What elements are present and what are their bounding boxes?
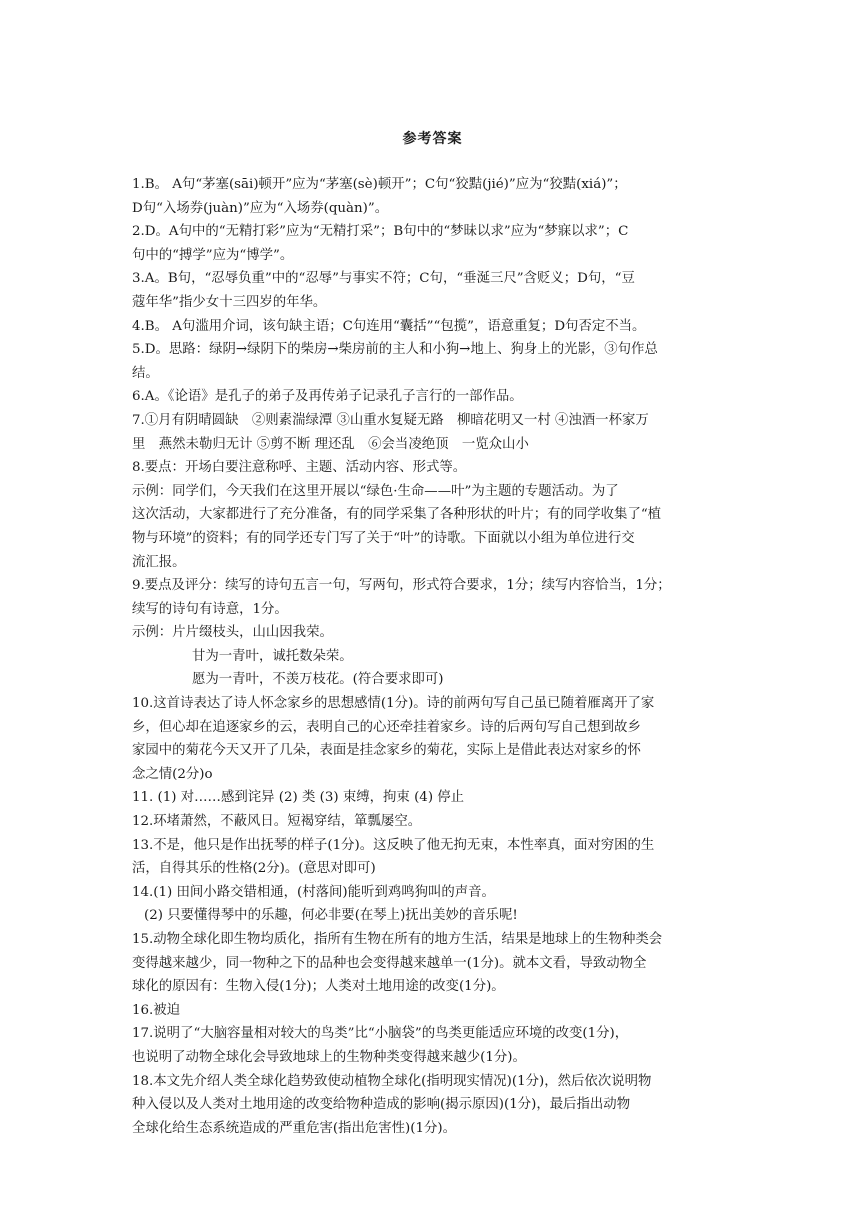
answer-line: 5.D。思路：绿阴→绿阴下的柴房→柴房前的主人和小狗→地上、狗身上的光影，③句作总: [132, 342, 658, 358]
answer-line: 17.说明了“大脑容量相对较大的鸟类”比“小脑袋”的鸟类更能适应环境的改变(1分)，: [132, 1026, 629, 1042]
answer-line: 念之情(2分)o: [132, 766, 213, 782]
answer-2: [132, 220, 738, 267]
answer-line: 流汇报。: [132, 554, 186, 570]
answer-line: 愿为一青叶，不羡万枝花。(符合要求即可): [192, 672, 444, 688]
answer-line: 物与环境”的资料；有的同学还专门写了关于“叶”的诗歌。下面就以小组为单位进行交: [132, 530, 635, 546]
answer-16: [132, 999, 738, 1023]
answer-line: 3.A。B句，“忍辱负重”中的“忍辱”与事实不符；C句，“垂涎三尺”含贬义；D句，“豆: [132, 271, 635, 287]
answer-line: 家园中的菊花今天又开了几朵，表面是挂念家乡的菊花，实际上是借此表达对家乡的怀: [132, 743, 641, 759]
answer-12: [132, 810, 738, 834]
answer-line: 全球化给生态系统造成的严重危害(指出危害性)(1分)。: [132, 1120, 457, 1136]
answer-line: 乡，但心却在追逐家乡的云，表明自己的心还牵挂着家乡。诗的后两句写自己想到故乡: [132, 719, 641, 735]
answer-line: 也说明了动物全球化会导致地球上的生物种类变得越来越少(1分)。: [132, 1049, 526, 1065]
answer-line: 18.本文先介绍人类全球化趋势致使动植物全球化(指明现实情况)(1分)，然后依次说明物: [132, 1073, 652, 1089]
answer-15: [132, 928, 738, 999]
answer-line: 2.D。A句中的“无精打彩”应为“无精打采”；B句中的“梦昧以求”应为“梦寐以求”；C: [132, 224, 629, 240]
answer-line: 活，自得其乐的性格(2分)。(意思对即可): [132, 861, 376, 877]
answer-line: 球化的原因有：生物入侵(1分)；人类对土地用途的改变(1分)。: [132, 979, 505, 995]
answer-7: [132, 409, 738, 456]
answer-line: 16.被迫: [132, 1002, 181, 1018]
answer-line: 10.这首诗表达了诗人怀念家乡的思想感情(1分)。诗的前两句写自己虽已随着雁离开了家: [132, 696, 655, 712]
answer-line: 14.(1) 田间小路交错相通，(村落间)能听到鸡鸣狗叫的声音。: [132, 884, 495, 900]
answer-line: 这次活动，大家都进行了充分准备，有的同学采集了各种形状的叶片；有的同学收集了“植: [132, 507, 662, 523]
answer-line: 9.要点及评分：续写的诗句五言一句，写两句，形式符合要求，1分；续写内容恰当，1分；: [132, 578, 671, 594]
answer-line: 变得越来越少，同一物种之下的品种也会变得越来越单一(1分)。就本文看，导致动物全: [132, 955, 647, 971]
answer-line: 示例：同学们，今天我们在这里开展以“绿色·生命——叶”为主题的专题活动。为了: [132, 483, 619, 499]
answer-10: [132, 692, 738, 786]
answer-list: [132, 173, 738, 1140]
answer-line: 示例：片片缀枝头，山山因我荣。: [132, 625, 333, 641]
answer-4: [132, 315, 738, 339]
answer-18: [132, 1070, 738, 1141]
answer-1: [132, 173, 738, 220]
answer-line: 种入侵以及人类对土地用途的改变给物种造成的影响(揭示原因)(1分)，最后指出动物: [132, 1097, 631, 1113]
answer-9: [132, 574, 738, 692]
answer-line: 里 燕然未勒归无计 ⑤剪不断 理还乱 ⑥会当凌绝顶 一览众山小: [132, 436, 529, 452]
answer-11: [132, 786, 738, 810]
answer-line: (2) 只要懂得琴中的乐趣，何必非要(在琴上)抚出美妙的音乐呢!: [144, 908, 518, 924]
answer-line: 12.环堵萧然，不蔽风日。短褐穿结，箪瓢屡空。: [132, 814, 422, 830]
answer-5: [132, 338, 738, 385]
answer-3: [132, 267, 738, 314]
answer-17: [132, 1022, 738, 1069]
answer-13: [132, 834, 738, 881]
answer-line: 15.动物全球化即生物均质化，指所有生物在所有的地方生活，结果是地球上的生物种类会: [132, 932, 663, 947]
answer-line: 7.①月有阴晴圆缺 ②则素湍绿潭 ③山重水复疑无路 柳暗花明又一村 ④浊酒一杯家万: [132, 412, 649, 428]
answer-line: 8.要点：开场白要注意称呼、主题、活动内容、形式等。: [132, 460, 467, 476]
answer-line: 蔻年华”指少女十三四岁的年华。: [132, 294, 327, 310]
answer-6: [132, 385, 738, 409]
answer-line: 续写的诗句有诗意，1分。: [132, 601, 288, 617]
answer-line: 句中的“搏学”应为“博学”。: [132, 247, 294, 263]
answer-line: 1.B。 A句“茅塞(sāi)顿开”应为“茅塞(sè)顿开”；C句“狡黠(jié)”应为“狡黠(xiá)”；: [132, 177, 627, 192]
answer-line: 甘为一青叶，诚托数朵荣。: [192, 648, 353, 664]
answer-line: 11. (1) 对……感到诧异 (2) 类 (3) 束缚，拘束 (4) 停止: [132, 790, 465, 806]
answer-8: [132, 456, 738, 574]
page-title: 参考答案: [402, 131, 463, 147]
answer-line: 4.B。 A句滥用介词，该句缺主语；C句连用“囊括”“包揽”，语意重复；D句否定不当。: [132, 318, 646, 334]
answer-14: [132, 881, 738, 928]
answer-line: 结。: [132, 365, 159, 381]
answer-line: 13.不是，他只是作出抚琴的样子(1分)。这反映了他无拘无束，本性率真，面对穷困的生: [132, 837, 655, 853]
answer-line: 6.A。《论语》是孔子的弟子及再传弟子记录孔子言行的一部作品。: [132, 389, 523, 405]
answer-line: D句“入场券(juàn)”应为“入场券(quàn)”。: [132, 200, 389, 216]
